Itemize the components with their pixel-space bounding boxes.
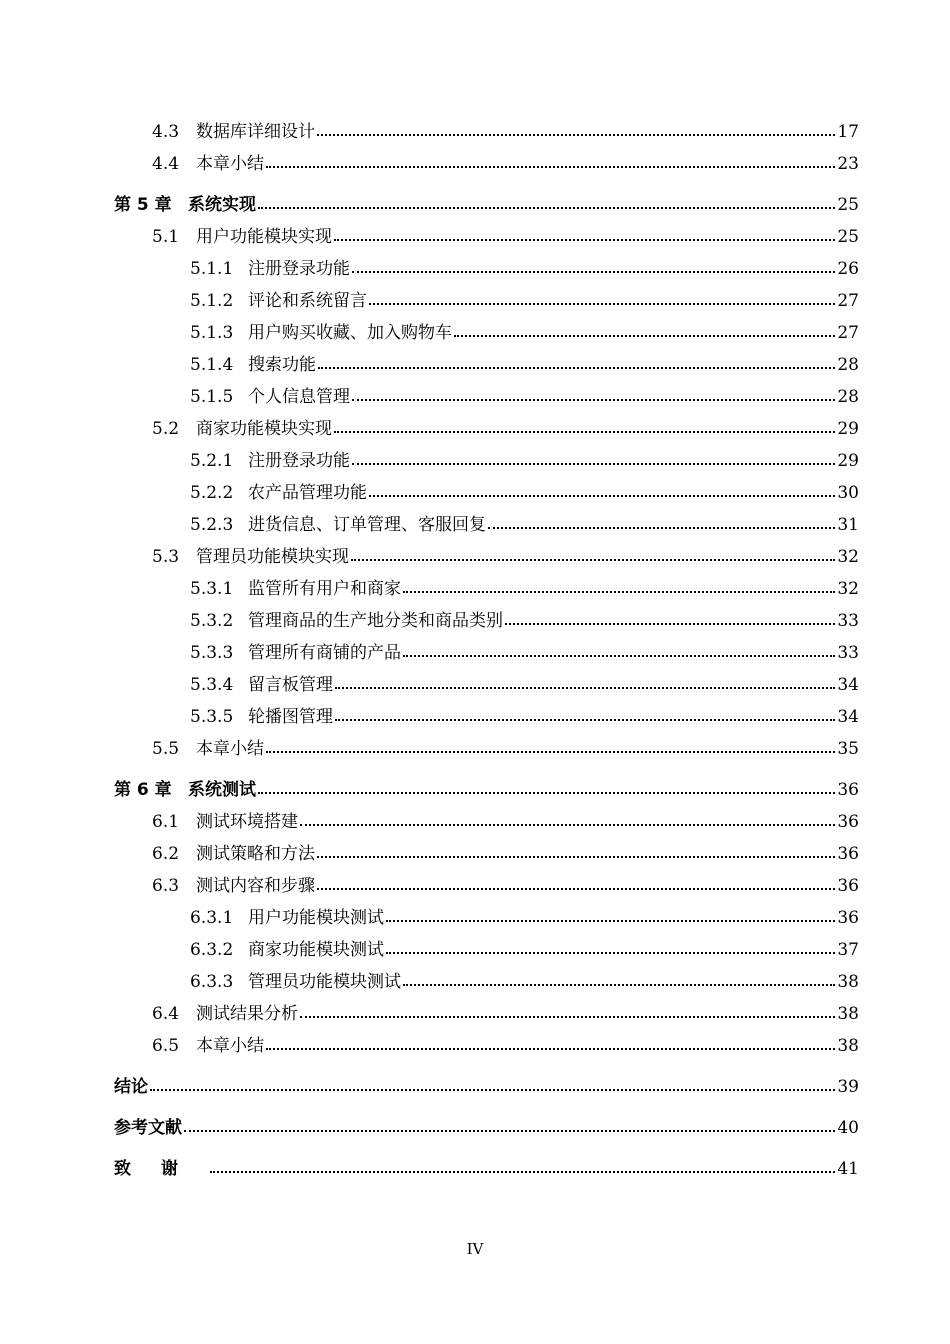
toc-leader-dots [317,133,835,136]
toc-entry-page: 29 [837,419,859,439]
toc-entry[interactable] [0,1153,859,1185]
toc-entry[interactable] [0,541,859,573]
toc-entry-title: 管理员功能模块实现 [196,547,349,567]
toc-entry-page: 35 [837,739,859,759]
toc-entry[interactable] [0,349,859,381]
toc-entry-number: 5.1.2 [190,291,234,311]
toc-entry-number: 6.4 [152,1004,180,1024]
toc-entry-title: 结论 [114,1077,148,1097]
toc-entry[interactable] [0,381,859,413]
toc-entry[interactable] [0,966,859,998]
toc-entry[interactable] [0,285,859,317]
toc-entry-number: 6.5 [152,1036,180,1056]
toc-entry-title: 测试内容和步骤 [196,876,315,896]
toc-entry-page: 32 [837,579,859,599]
toc-entry-page: 27 [837,323,859,343]
table-of-contents [0,116,950,1185]
toc-entry[interactable] [0,317,859,349]
toc-entry-page: 29 [837,451,859,471]
toc-entry-page: 41 [837,1159,859,1179]
toc-leader-dots [335,686,835,689]
toc-entry-title: 轮播图管理 [248,707,333,727]
toc-entry-title: 注册登录功能 [248,451,350,471]
toc-entry-number: 5.5 [152,739,180,759]
toc-entry-title: 管理所有商铺的产品 [248,643,401,663]
toc-entry-number: 6.3.3 [190,972,234,992]
toc-entry[interactable] [0,509,859,541]
toc-entry-title: 本章小结 [196,739,264,759]
toc-entry-page: 32 [837,547,859,567]
toc-entry[interactable] [0,838,859,870]
toc-leader-dots [352,462,835,465]
toc-leader-dots [150,1088,835,1091]
toc-leader-dots [505,622,835,625]
toc-entry-number: 5.1.1 [190,259,234,279]
toc-entry[interactable] [0,774,859,806]
toc-entry-title: 致谢 [114,1159,208,1179]
toc-entry-title: 测试结果分析 [196,1004,298,1024]
toc-entry-title: 数据库详细设计 [196,122,315,142]
toc-entry[interactable] [0,902,859,934]
toc-entry-number: 6.3.1 [190,908,234,928]
toc-entry[interactable] [0,934,859,966]
toc-entry-title: 商家功能模块测试 [248,940,384,960]
toc-entry-title: 用户购买收藏、加入购物车 [248,323,452,343]
toc-entry-title: 管理员功能模块测试 [248,972,401,992]
toc-leader-dots [210,1170,835,1173]
toc-entry-number: 5.3.2 [190,611,234,631]
toc-entry[interactable] [0,477,859,509]
toc-entry-number: 5.2.1 [190,451,234,471]
page-number-footer: IV [466,1240,484,1258]
toc-entry[interactable] [0,221,859,253]
toc-entry-page: 36 [837,844,859,864]
toc-leader-dots [369,494,835,497]
toc-entry[interactable] [0,148,859,180]
toc-entry-number: 5.3.1 [190,579,234,599]
toc-leader-dots [454,334,835,337]
toc-entry-title: 评论和系统留言 [248,291,367,311]
toc-entry-page: 38 [837,1004,859,1024]
toc-entry[interactable] [0,669,859,701]
toc-leader-dots [184,1129,835,1132]
toc-entry[interactable] [0,1112,859,1144]
toc-leader-dots [386,951,835,954]
toc-entry[interactable] [0,870,859,902]
toc-entry-number: 5.3.5 [190,707,234,727]
toc-entry-number: 6.3.2 [190,940,234,960]
toc-entry-page: 27 [837,291,859,311]
toc-leader-dots [317,855,835,858]
toc-entry[interactable] [0,806,859,838]
toc-entry-number: 5.1 [152,227,180,247]
toc-entry-page: 17 [837,122,859,142]
toc-entry-page: 30 [837,483,859,503]
toc-entry-page: 36 [837,908,859,928]
toc-entry-page: 28 [837,355,859,375]
toc-entry-page: 33 [837,611,859,631]
toc-entry-page: 39 [837,1077,859,1097]
toc-leader-dots [258,206,835,209]
toc-leader-dots [403,590,835,593]
toc-entry-page: 37 [837,940,859,960]
toc-entry[interactable] [0,733,859,765]
toc-entry-page: 36 [837,876,859,896]
toc-leader-dots [258,791,835,794]
toc-entry-page: 34 [837,675,859,695]
toc-leader-dots [351,558,835,561]
toc-entry[interactable] [0,253,859,285]
toc-entry-number: 5.3 [152,547,180,567]
toc-entry[interactable] [0,701,859,733]
toc-entry-title: 本章小结 [196,154,264,174]
toc-entry-number: 5.3.3 [190,643,234,663]
toc-leader-dots [403,983,835,986]
toc-entry-number: 第 6 章 [114,780,172,800]
toc-entry-number: 6.2 [152,844,180,864]
toc-entry-page: 33 [837,643,859,663]
toc-entry[interactable] [0,998,859,1030]
toc-entry-title: 农产品管理功能 [248,483,367,503]
toc-leader-dots [403,654,835,657]
toc-entry-title: 商家功能模块实现 [196,419,332,439]
toc-entry-page: 31 [837,515,859,535]
toc-entry[interactable] [0,116,859,148]
toc-entry[interactable] [0,605,859,637]
toc-entry-title: 本章小结 [196,1036,264,1056]
toc-entry-number: 4.3 [152,122,180,142]
toc-entry-number: 5.1.5 [190,387,234,407]
toc-entry[interactable] [0,573,859,605]
toc-leader-dots [335,718,835,721]
toc-leader-dots [369,302,835,305]
toc-entry-page: 40 [837,1118,859,1138]
toc-entry-page: 25 [837,227,859,247]
toc-entry[interactable] [0,637,859,669]
toc-entry-title: 用户功能模块实现 [196,227,332,247]
toc-leader-dots [266,1047,835,1050]
toc-leader-dots [317,887,835,890]
toc-entry[interactable] [0,1071,859,1103]
toc-entry[interactable] [0,413,859,445]
toc-entry[interactable] [0,445,859,477]
toc-entry-page: 23 [837,154,859,174]
toc-leader-dots [334,238,835,241]
toc-entry-title: 系统实现 [188,195,256,215]
toc-entry-number: 6.1 [152,812,180,832]
toc-entry-title: 监管所有用户和商家 [248,579,401,599]
toc-leader-dots [266,165,835,168]
toc-entry-number: 4.4 [152,154,180,174]
toc-entry-page: 36 [837,812,859,832]
toc-entry-page: 38 [837,972,859,992]
toc-entry-number: 5.1.3 [190,323,234,343]
toc-entry[interactable] [0,1030,859,1062]
toc-entry[interactable] [0,189,859,221]
toc-entry-number: 5.2.3 [190,515,234,535]
toc-leader-dots [352,398,835,401]
toc-entry-title: 注册登录功能 [248,259,350,279]
toc-leader-dots [386,919,835,922]
toc-entry-title: 测试环境搭建 [196,812,298,832]
toc-leader-dots [334,430,835,433]
toc-entry-title: 管理商品的生产地分类和商品类别 [248,611,503,631]
toc-entry-number: 5.3.4 [190,675,234,695]
toc-leader-dots [488,526,835,529]
toc-leader-dots [352,270,835,273]
toc-entry-number: 5.1.4 [190,355,234,375]
toc-entry-page: 25 [837,195,859,215]
toc-entry-number: 6.3 [152,876,180,896]
toc-entry-page: 26 [837,259,859,279]
toc-entry-title: 进货信息、订单管理、客服回复 [248,515,486,535]
toc-entry-title: 测试策略和方法 [196,844,315,864]
toc-entry-page: 34 [837,707,859,727]
toc-entry-page: 38 [837,1036,859,1056]
toc-leader-dots [300,823,835,826]
toc-entry-number: 5.2.2 [190,483,234,503]
toc-entry-page: 28 [837,387,859,407]
toc-entry-title: 系统测试 [188,780,256,800]
toc-entry-title: 参考文献 [114,1118,182,1138]
toc-leader-dots [300,1015,835,1018]
toc-entry-title: 搜索功能 [248,355,316,375]
toc-entry-number: 5.2 [152,419,180,439]
toc-entry-number: 第 5 章 [114,195,172,215]
toc-entry-page: 36 [837,780,859,800]
toc-entry-title: 个人信息管理 [248,387,350,407]
toc-leader-dots [266,750,835,753]
toc-entry-title: 留言板管理 [248,675,333,695]
toc-entry-title: 用户功能模块测试 [248,908,384,928]
toc-leader-dots [318,366,835,369]
